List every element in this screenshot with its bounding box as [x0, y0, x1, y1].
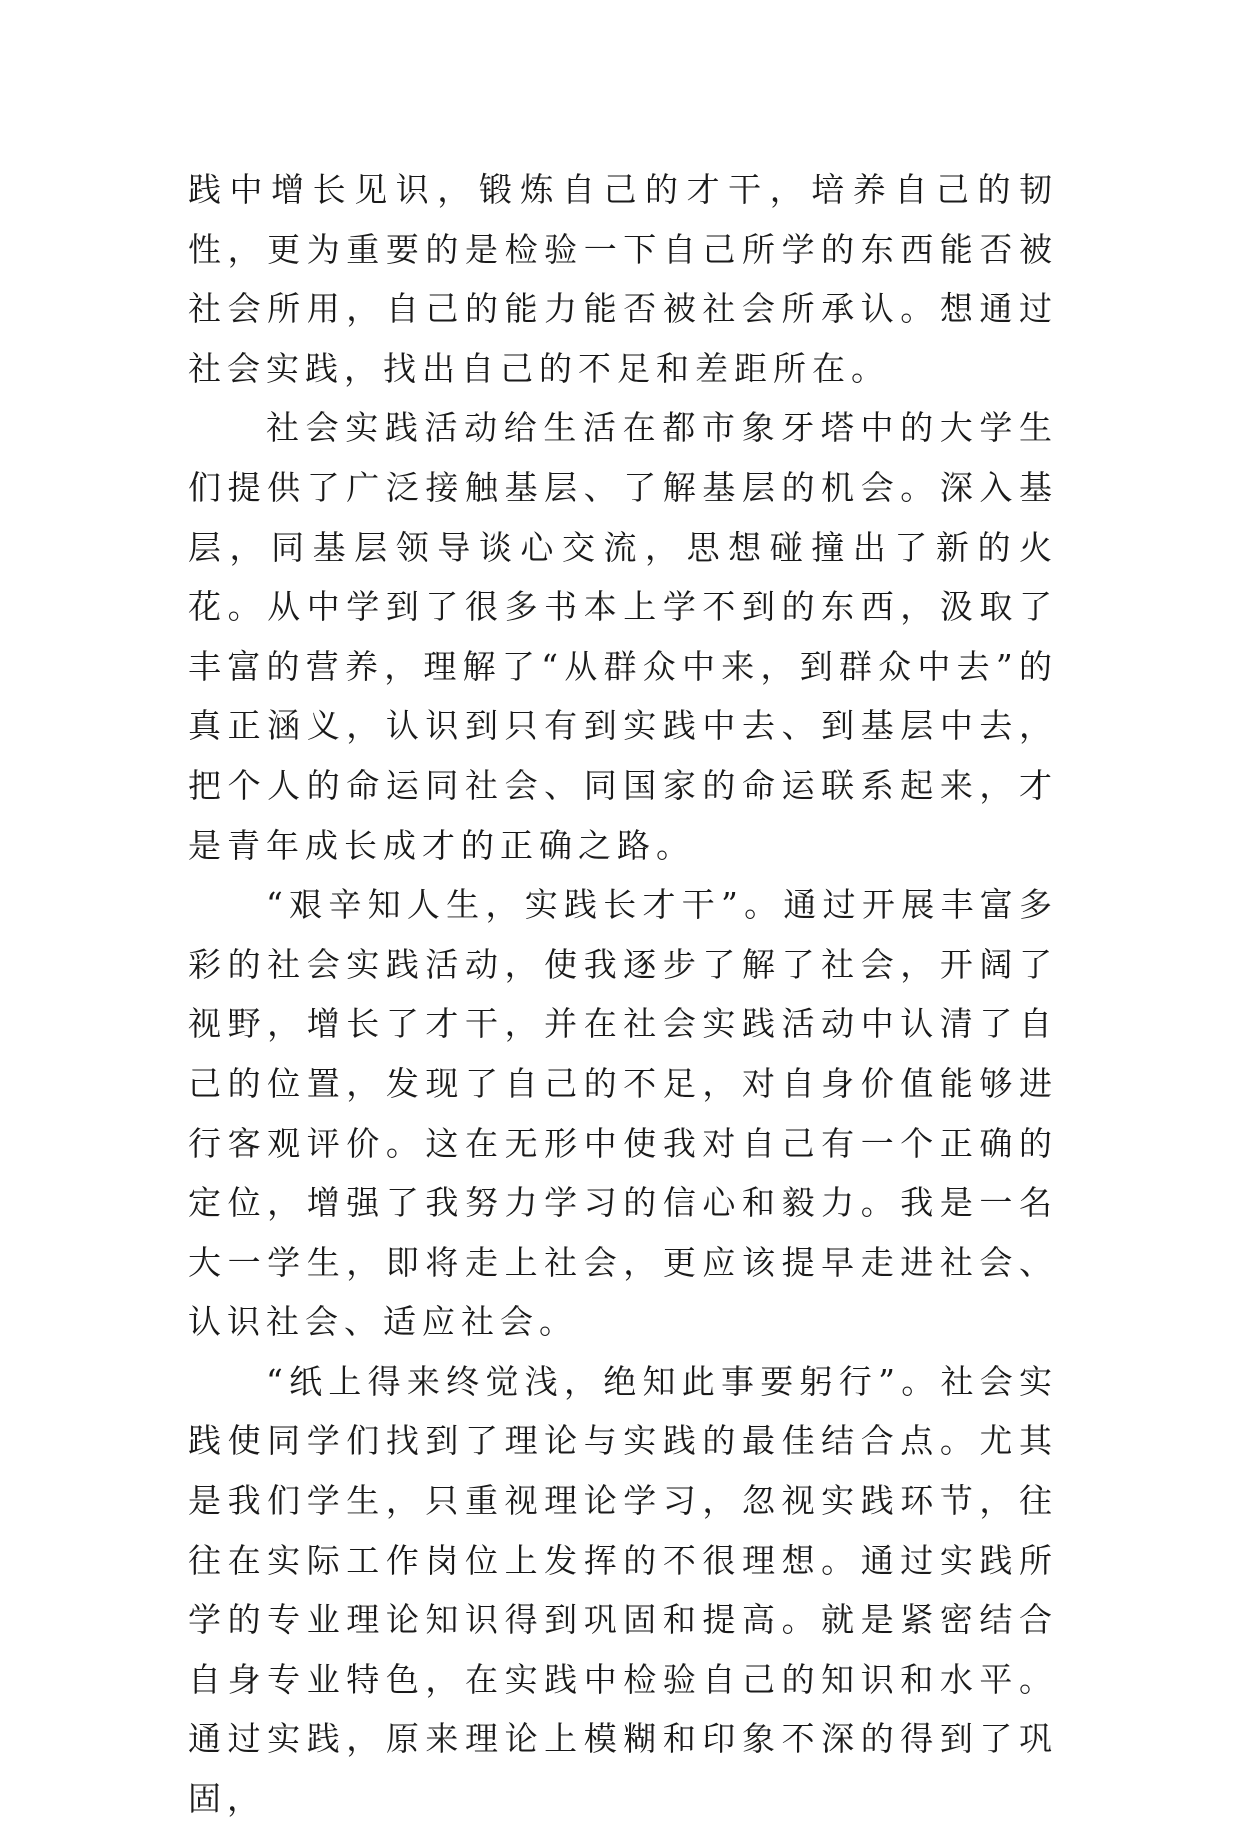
paragraph-1: 践中增长见识，锻炼自己的才干，培养自己的韧性，更为重要的是检验一下自己所学的东西能否被社会所用，自己的能力能否被社会所承认。想通过社会实践，找出自己的不足和差距所在。	[188, 170, 1058, 388]
paragraph-2: 社会实践活动给生活在都市象牙塔中的大学生们提供了广泛接触基层、了解基层的机会。深入基层，同基层领导谈心交流，思想碰撞出了新的火花。从中学到了很多书本上学不到的东西，汲取了丰富的营养，理解了“从群众中来，到群众中去”的真正涵义，认识到只有到实践中去、到基层中去，把个人的命运同社会、同国家的命运联系起来，才是青年成长成才的正确之路。	[188, 408, 1058, 865]
document-body	[188, 160, 1058, 1829]
paragraph-4: “纸上得来终觉浅，绝知此事要躬行”。社会实践使同学们找到了理论与实践的最佳结合点。尤其是我们学生，只重视理论学习，忽视实践环节，往往在实际工作岗位上发挥的不很理想。通过实践所学的专业理论知识得到巩固和提高。就是紧密结合自身专业特色，在实践中检验自己的知识和水平。通过实践，原来理论上模糊和印象不深的得到了巩固，	[188, 1361, 1058, 1819]
paragraph-3: “艰辛知人生，实践长才干”。通过开展丰富多彩的社会实践活动，使我逐步了解了社会，开阔了视野，增长了才干，并在社会实践活动中认清了自己的位置，发现了自己的不足，对自身价值能够进行客观评价。这在无形中使我对自己有一个正确的定位，增强了我努力学习的信心和毅力。我是一名大一学生，即将走上社会，更应该提早走进社会、认识社会、适应社会。	[188, 885, 1058, 1342]
